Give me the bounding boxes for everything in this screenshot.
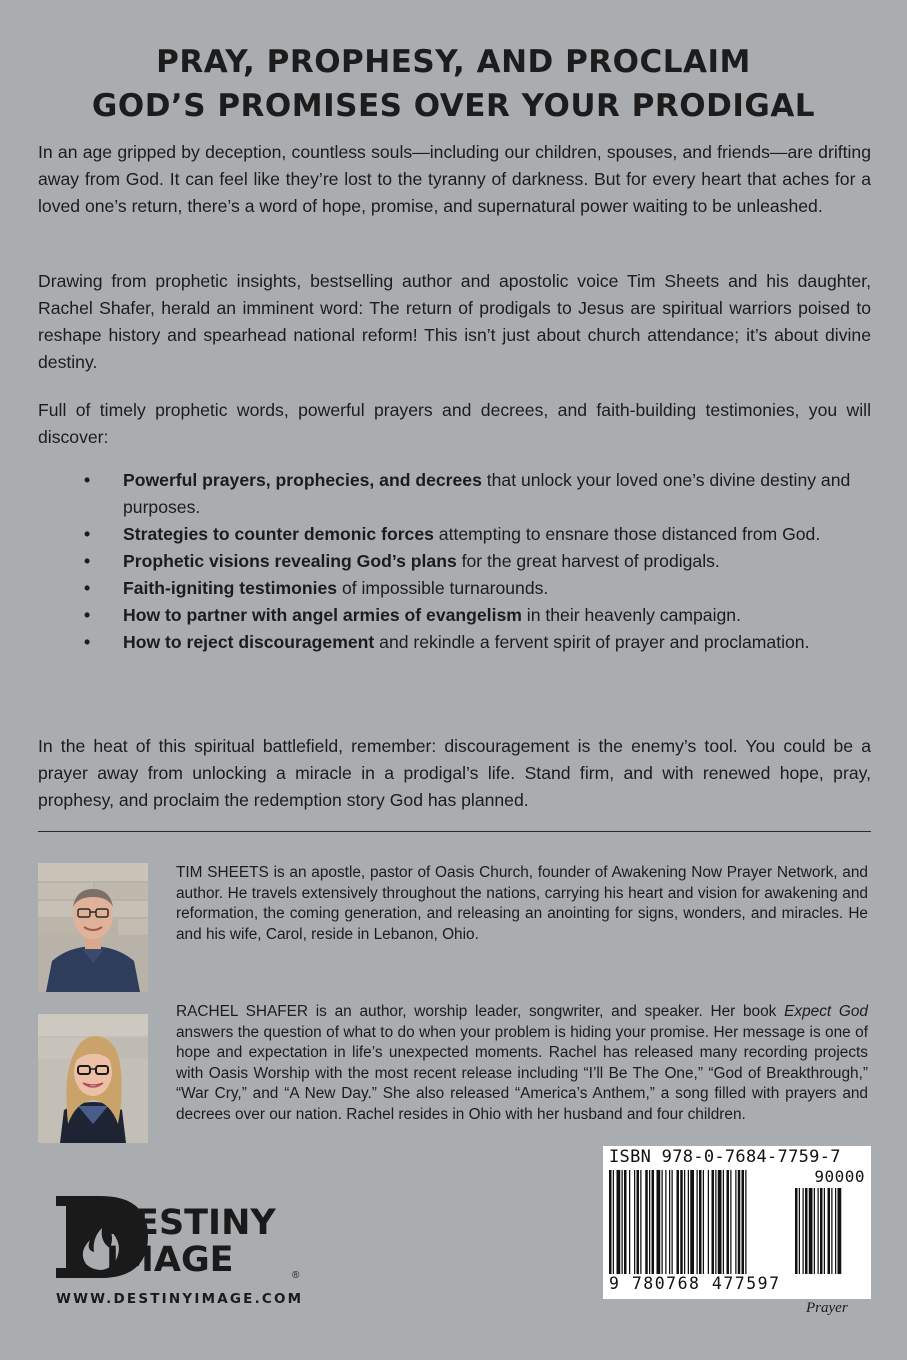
closing-paragraph: In the heat of this spiritual battlefield, remember: discouragement is the enemy’s tool. You could be a prayer away from unlocking a miracle in a prodigal’s life. Stand firm, and with renewed hope, pray, prophesy, and proclaim the redemption story God has planned. bbox=[38, 736, 871, 810]
barcode-bars bbox=[609, 1167, 865, 1278]
list-item-bold: Strategies to counter demonic forces bbox=[123, 524, 434, 544]
list-item-text: for the great harvest of prodigals. bbox=[456, 551, 720, 571]
registered-mark: ® bbox=[292, 1270, 300, 1281]
headline bbox=[0, 40, 907, 128]
list-item-bold: How to partner with angel armies of evangelism bbox=[123, 605, 522, 625]
category-label: Prayer bbox=[806, 1300, 848, 1316]
list-item-bold: Faith-igniting testimonies bbox=[123, 578, 338, 598]
list-item-text: of impossible turnarounds. bbox=[337, 578, 549, 598]
bio-rachel-shafer bbox=[176, 1002, 868, 1125]
list-item-text: in their heavenly campaign. bbox=[521, 605, 741, 625]
list-item-bold: How to reject discouragement bbox=[123, 632, 375, 652]
author-photo-rachel bbox=[38, 1014, 148, 1143]
list-item-text: that unlock your loved one’s divine destiny and purposes. bbox=[123, 470, 851, 517]
portrait-man-image bbox=[38, 863, 148, 992]
headline-line-2: GOD’S PROMISES OVER YOUR PRODIGAL bbox=[91, 88, 816, 124]
list-item bbox=[84, 575, 871, 602]
book-title: Expect God bbox=[784, 1003, 868, 1020]
bio-tim-sheets: TIM SHEETS is an apostle, pastor of Oasis Church, founder of Awakening Now Prayer Network, and author. He travels extensively throughout the nations, carrying his heart and vision for awakening and reformation, the coming generation, and releasing an anointing for signs, wonders, and miracles. He and his wife, Carol, reside in Lebanon, Ohio. bbox=[176, 864, 868, 943]
list-item bbox=[84, 521, 871, 548]
list-item bbox=[84, 629, 871, 656]
ean-digits: 9 780768 477597 bbox=[609, 1274, 781, 1293]
portrait-woman-image bbox=[38, 1014, 148, 1143]
isbn-number: ISBN 978-0-7684-7759-7 bbox=[609, 1147, 841, 1167]
list-item-text: and rekindle a fervent spirit of prayer and proclamation. bbox=[374, 632, 810, 652]
description-paragraph: Drawing from prophetic insights, bestselling author and apostolic voice Tim Sheets and his daughter, Rachel Shafer, herald an imminent word: The return of prodigals to Jesus are spiritual warriors poised to reshape history and spearhead national reform! This isn’t just about church attendance; it’s about divine destiny. bbox=[38, 271, 871, 372]
list-item-bold: Powerful prayers, prophecies, and decrees bbox=[123, 470, 482, 490]
publisher-name-line-2: IMAGE bbox=[106, 1240, 234, 1280]
list-item-text: attempting to ensnare those distanced from God. bbox=[433, 524, 821, 544]
list-item-bold: Prophetic visions revealing God’s plans bbox=[123, 551, 457, 571]
headline-line-1: PRAY, PROPHESY, AND PROCLAIM bbox=[156, 44, 751, 80]
publisher-name-line-1: DESTINY bbox=[106, 1203, 276, 1243]
intro-paragraph: In an age gripped by deception, countless souls—including our children, spouses, and friends—are drifting away from God. It can feel like they’re lost to the tyranny of darkness. But for every heart that aches for a loved one’s return, there’s a word of hope, promise, and supernatural power waiting to be unleashed. bbox=[38, 142, 871, 216]
barcode bbox=[603, 1146, 871, 1299]
publisher-website: WWW.DESTINYIMAGE.COM bbox=[56, 1291, 304, 1307]
bio-rachel-text-1: RACHEL SHAFER is an author, worship leader, songwriter, and speaker. Her book bbox=[176, 1003, 785, 1020]
list-item bbox=[84, 602, 871, 629]
list-item bbox=[84, 467, 871, 521]
feature-list bbox=[84, 467, 871, 656]
list-item bbox=[84, 548, 871, 575]
author-photo-tim bbox=[38, 863, 148, 992]
bio-rachel-text-2: answers the question of what to do when your problem is hiding your promise. Her message is one of hope and expectation in life’s unexpected moments. Rachel has released many recording projects with Oasis Worship with the most recent release including “I’ll Be The One,” “God of Breakthrough,” “War Cry,” and “A New Day.” She also released “America’s Anthem,” a song filled with prayers and decrees over our nation. Rachel resides in Ohio with her husband and four children. bbox=[176, 1023, 868, 1123]
discover-paragraph: Full of timely prophetic words, powerful prayers and decrees, and faith-building testimonies, you will discover: bbox=[38, 400, 871, 447]
divider bbox=[38, 831, 871, 832]
price-code: 90000 bbox=[814, 1167, 865, 1186]
